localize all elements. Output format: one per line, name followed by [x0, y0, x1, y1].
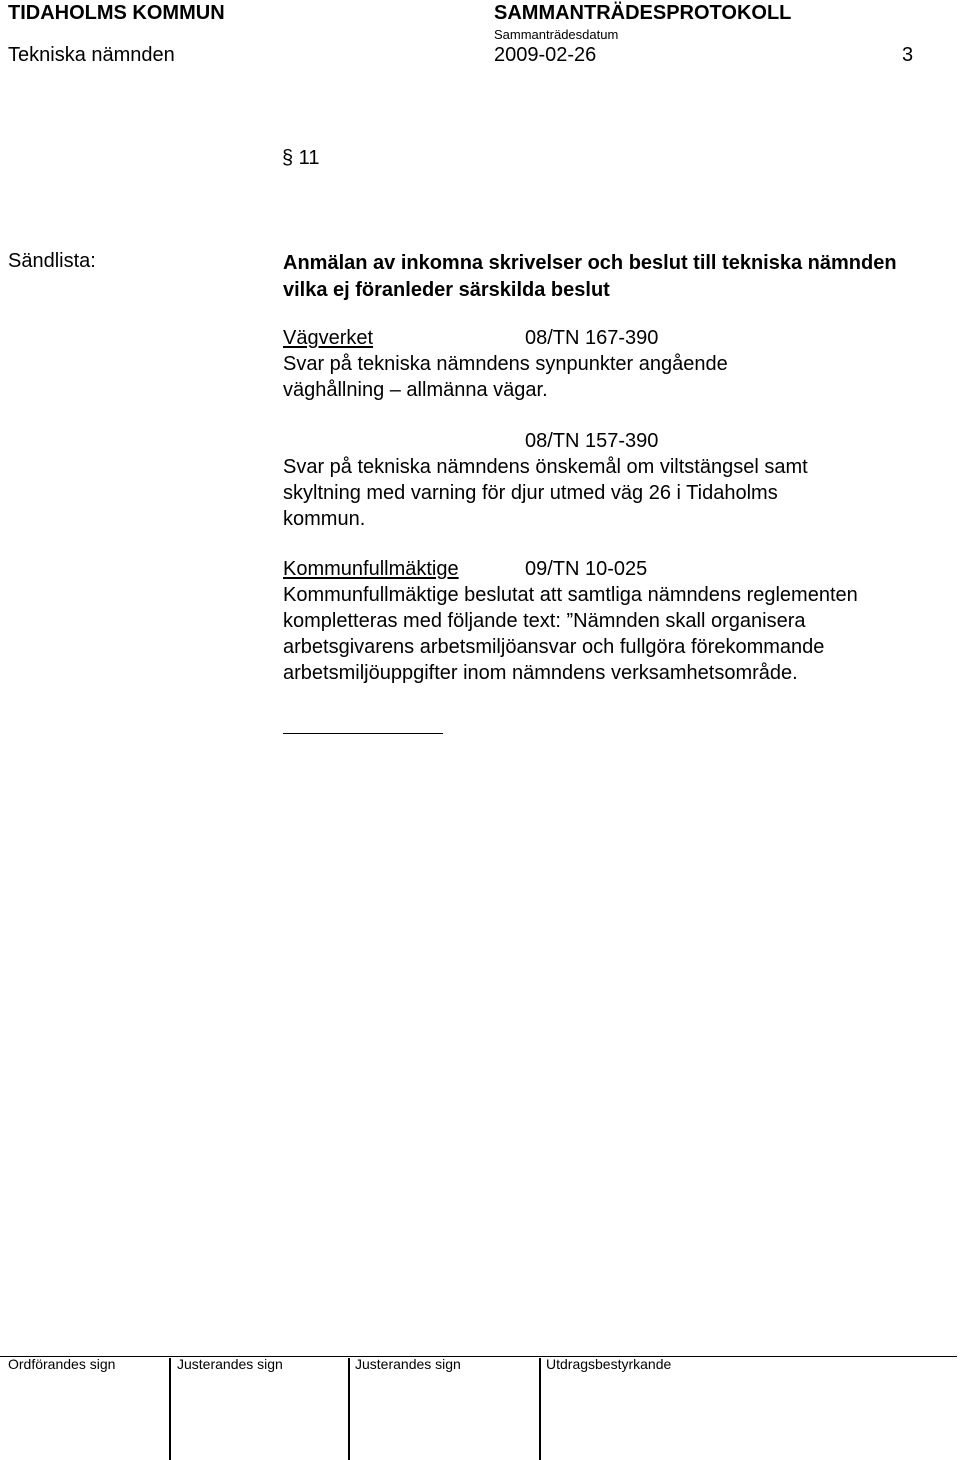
- entry-reference: 09/TN 10-025: [525, 558, 648, 580]
- entry-header-line: [283, 325, 943, 351]
- entry-text-line: Kommunfullmäktige beslutat att samtliga nämndens reglementen: [283, 584, 858, 606]
- signature-label-certification: Utdragsbestyrkande: [546, 1356, 672, 1372]
- entry-header-line: [283, 556, 943, 582]
- entry-text-line: väghållning – allmänna vägar.: [283, 379, 548, 401]
- meeting-date: 2009-02-26: [494, 44, 597, 66]
- entry-text-line: skyltning med varning för djur utmed väg 26 i Tidaholms: [283, 482, 778, 504]
- signature-column-divider: [169, 1358, 171, 1460]
- document-type: SAMMANTRÄDESPROTOKOLL: [494, 2, 792, 24]
- signature-label-adjuster-2: Justerandes sign: [355, 1356, 461, 1372]
- section-label: Sändlista:: [8, 250, 96, 272]
- entry-text-line: Svar på tekniska nämndens önskemål om viltstängsel samt: [283, 456, 808, 478]
- signature-column-divider: [539, 1358, 541, 1460]
- entry-header-line: [283, 428, 943, 454]
- signature-column-divider: [348, 1358, 350, 1460]
- entry-text-line: arbetsmiljöuppgifter inom nämndens verksamhetsområde.: [283, 662, 798, 684]
- meeting-date-label: Sammanträdesdatum: [494, 27, 619, 42]
- signature-label-chair: Ordförandes sign: [8, 1356, 116, 1372]
- organization-name: TIDAHOLMS KOMMUN: [8, 2, 225, 24]
- item-heading: Anmälan av inkomna skrivelser och beslut till tekniska nämnden vilka ej föranleder särskilda beslut: [283, 252, 897, 301]
- closing-rule: [283, 733, 443, 734]
- paragraph-number: § 11: [282, 147, 320, 169]
- entry-viltstangsel: [283, 428, 943, 532]
- entry-sender: Kommunfullmäktige: [283, 558, 459, 580]
- entry-text-line: kompletteras med följande text: ”Nämnden skall organisera: [283, 610, 806, 632]
- signature-label-adjuster-1: Justerandes sign: [177, 1356, 283, 1372]
- entry-sender: Vägverket: [283, 327, 374, 349]
- board-name: Tekniska nämnden: [8, 44, 175, 66]
- entry-kommunfullmaktige: [283, 556, 943, 686]
- entry-reference: 08/TN 167-390: [525, 327, 659, 349]
- signature-table-rule: [0, 1356, 957, 1357]
- entry-reference: 08/TN 157-390: [525, 430, 659, 452]
- page-number: 3: [902, 44, 914, 66]
- entry-text-line: arbetsgivarens arbetsmiljöansvar och fullgöra förekommande: [283, 636, 825, 658]
- entry-text-line: Svar på tekniska nämndens synpunkter angående: [283, 353, 728, 375]
- entry-vagverket: [283, 325, 943, 403]
- entry-text-line: kommun.: [283, 508, 366, 530]
